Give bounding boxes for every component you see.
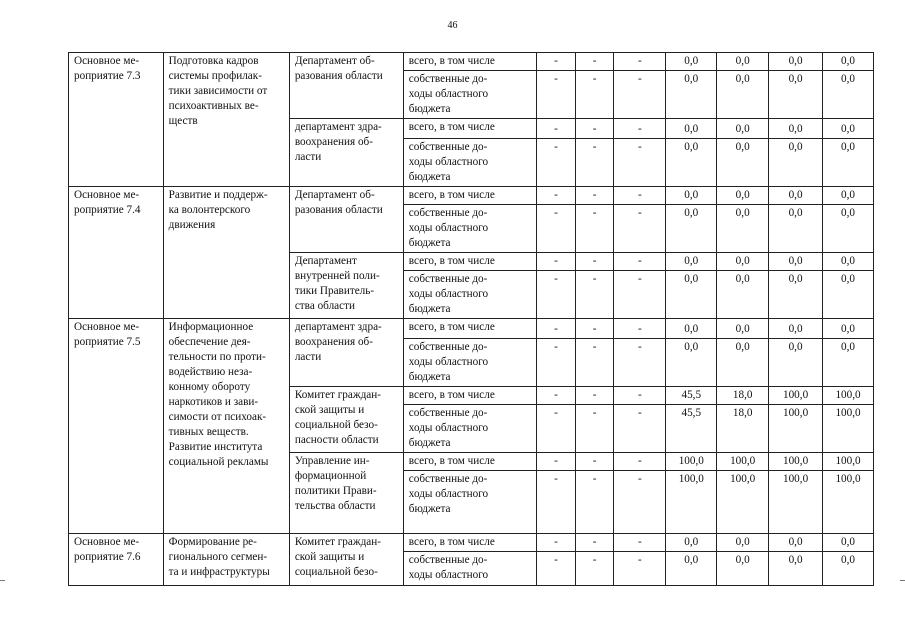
amount-cell: 100,0 — [769, 453, 823, 471]
amount-cell: 0,0 — [666, 552, 717, 586]
amount-cell: 0,0 — [717, 53, 769, 71]
table-row — [69, 187, 874, 205]
amount-cell: 0,0 — [769, 534, 823, 552]
amount-cell: 0,0 — [666, 339, 717, 387]
budget-table-body — [69, 53, 874, 586]
dash-cell: - — [537, 319, 576, 339]
dash-cell: - — [537, 552, 576, 586]
funding-source-cell: всего, в том числе — [403, 187, 536, 205]
dash-cell: - — [614, 405, 666, 453]
amount-cell: 0,0 — [823, 319, 874, 339]
dash-cell: - — [575, 253, 614, 271]
table-row — [69, 319, 874, 339]
amount-cell: 100,0 — [717, 471, 769, 534]
dash-cell: - — [537, 405, 576, 453]
amount-cell: 0,0 — [717, 534, 769, 552]
amount-cell: 0,0 — [769, 319, 823, 339]
left-edge-mark — [0, 580, 5, 581]
amount-cell: 100,0 — [823, 453, 874, 471]
dash-cell: - — [614, 339, 666, 387]
amount-cell: 0,0 — [717, 119, 769, 139]
amount-cell: 0,0 — [769, 139, 823, 187]
budget-table — [68, 52, 874, 586]
amount-cell: 0,0 — [769, 119, 823, 139]
amount-cell: 100,0 — [823, 387, 874, 405]
dash-cell: - — [614, 387, 666, 405]
measure-description-cell: Развитие и поддерж- ка волонтерского движения — [163, 187, 289, 319]
dash-cell: - — [537, 534, 576, 552]
amount-cell: 0,0 — [717, 319, 769, 339]
dash-cell: - — [614, 187, 666, 205]
dash-cell: - — [614, 139, 666, 187]
dash-cell: - — [575, 453, 614, 471]
funding-source-cell: всего, в том числе — [403, 119, 536, 139]
amount-cell: 0,0 — [666, 187, 717, 205]
funding-source-cell: собственные до- ходы областного — [403, 552, 536, 586]
amount-cell: 0,0 — [823, 71, 874, 119]
amount-cell: 0,0 — [769, 187, 823, 205]
funding-source-cell: собственные до- ходы областного бюджета — [403, 405, 536, 453]
amount-cell: 0,0 — [823, 119, 874, 139]
dash-cell: - — [614, 471, 666, 534]
measure-name-cell: Основное ме- роприятие 7.6 — [69, 534, 164, 586]
amount-cell: 0,0 — [769, 253, 823, 271]
dash-cell: - — [614, 71, 666, 119]
amount-cell: 0,0 — [666, 139, 717, 187]
amount-cell: 0,0 — [823, 205, 874, 253]
amount-cell: 45,5 — [666, 405, 717, 453]
dash-cell: - — [575, 534, 614, 552]
dash-cell: - — [575, 53, 614, 71]
dash-cell: - — [537, 187, 576, 205]
amount-cell: 0,0 — [769, 339, 823, 387]
amount-cell: 0,0 — [666, 253, 717, 271]
amount-cell: 0,0 — [666, 319, 717, 339]
dash-cell: - — [575, 71, 614, 119]
dash-cell: - — [575, 187, 614, 205]
dash-cell: - — [537, 139, 576, 187]
dash-cell: - — [614, 53, 666, 71]
executor-cell: Комитет граждан- ской защиты и социальной безо- — [289, 534, 403, 586]
amount-cell: 100,0 — [769, 405, 823, 453]
measure-name-cell: Основное ме- роприятие 7.3 — [69, 53, 164, 187]
amount-cell: 0,0 — [823, 339, 874, 387]
dash-cell: - — [575, 471, 614, 534]
dash-cell: - — [614, 253, 666, 271]
executor-cell: Департамент внутренней поли- тики Правитель- ства области — [289, 253, 403, 319]
dash-cell: - — [537, 205, 576, 253]
amount-cell: 0,0 — [823, 187, 874, 205]
dash-cell: - — [575, 205, 614, 253]
amount-cell: 0,0 — [717, 71, 769, 119]
funding-source-cell: всего, в том числе — [403, 453, 536, 471]
dash-cell: - — [537, 53, 576, 71]
amount-cell: 0,0 — [823, 271, 874, 319]
measure-description-cell: Информационное обеспечение дея- тельности по проти- водействию неза- конному обороту наркотиков и зави- симости от психоак- тивных веществ. Развитие института социальной рекламы — [163, 319, 289, 534]
dash-cell: - — [575, 319, 614, 339]
amount-cell: 0,0 — [717, 552, 769, 586]
amount-cell: 0,0 — [823, 139, 874, 187]
amount-cell: 100,0 — [823, 471, 874, 534]
dash-cell: - — [537, 71, 576, 119]
page-number: 46 — [447, 20, 458, 31]
amount-cell: 0,0 — [666, 271, 717, 319]
funding-source-cell: собственные до- ходы областного бюджета — [403, 71, 536, 119]
amount-cell: 0,0 — [823, 552, 874, 586]
amount-cell: 0,0 — [666, 71, 717, 119]
amount-cell: 100,0 — [666, 471, 717, 534]
executor-cell: департамент здра- воохранения об- ласти — [289, 119, 403, 187]
funding-source-cell: всего, в том числе — [403, 53, 536, 71]
amount-cell: 100,0 — [666, 453, 717, 471]
dash-cell: - — [537, 271, 576, 319]
amount-cell: 0,0 — [769, 552, 823, 586]
amount-cell: 0,0 — [769, 53, 823, 71]
dash-cell: - — [575, 552, 614, 586]
measure-description-cell: Формирование ре- гионального сегмен- та и инфраструктуры — [163, 534, 289, 586]
funding-source-cell: собственные до- ходы областного бюджета — [403, 471, 536, 534]
measure-name-cell: Основное ме- роприятие 7.4 — [69, 187, 164, 319]
dash-cell: - — [575, 119, 614, 139]
dash-cell: - — [537, 253, 576, 271]
table-row — [69, 53, 874, 71]
dash-cell: - — [575, 271, 614, 319]
amount-cell: 0,0 — [717, 205, 769, 253]
amount-cell: 18,0 — [717, 405, 769, 453]
amount-cell: 0,0 — [717, 187, 769, 205]
executor-cell: департамент здра- воохранения об- ласти — [289, 319, 403, 387]
executor-cell: Управление ин- формационной политики Прави- тельства области — [289, 453, 403, 534]
amount-cell: 0,0 — [717, 339, 769, 387]
dash-cell: - — [575, 339, 614, 387]
funding-source-cell: всего, в том числе — [403, 319, 536, 339]
amount-cell: 100,0 — [769, 387, 823, 405]
amount-cell: 0,0 — [823, 253, 874, 271]
measure-description-cell: Подготовка кадров системы профилак- тики зависимости от психоактивных ве- ществ — [163, 53, 289, 187]
dash-cell: - — [614, 119, 666, 139]
amount-cell: 0,0 — [769, 271, 823, 319]
dash-cell: - — [537, 387, 576, 405]
dash-cell: - — [537, 471, 576, 534]
amount-cell: 0,0 — [717, 253, 769, 271]
funding-source-cell: всего, в том числе — [403, 534, 536, 552]
amount-cell: 0,0 — [717, 271, 769, 319]
amount-cell: 100,0 — [823, 405, 874, 453]
amount-cell: 0,0 — [769, 205, 823, 253]
dash-cell: - — [537, 119, 576, 139]
amount-cell: 0,0 — [666, 534, 717, 552]
dash-cell: - — [614, 552, 666, 586]
dash-cell: - — [575, 405, 614, 453]
funding-source-cell: собственные до- ходы областного бюджета — [403, 205, 536, 253]
funding-source-cell: всего, в том числе — [403, 253, 536, 271]
dash-cell: - — [614, 534, 666, 552]
dash-cell: - — [537, 453, 576, 471]
dash-cell: - — [575, 387, 614, 405]
dash-cell: - — [575, 139, 614, 187]
amount-cell: 100,0 — [717, 453, 769, 471]
dash-cell: - — [614, 205, 666, 253]
funding-source-cell: собственные до- ходы областного бюджета — [403, 339, 536, 387]
amount-cell: 0,0 — [769, 71, 823, 119]
table-row — [69, 534, 874, 552]
executor-cell: Департамент об- разования области — [289, 53, 403, 119]
dash-cell: - — [614, 271, 666, 319]
dash-cell: - — [614, 319, 666, 339]
funding-source-cell: всего, в том числе — [403, 387, 536, 405]
funding-source-cell: собственные до- ходы областного бюджета — [403, 139, 536, 187]
amount-cell: 100,0 — [769, 471, 823, 534]
amount-cell: 0,0 — [666, 205, 717, 253]
amount-cell: 0,0 — [666, 119, 717, 139]
amount-cell: 0,0 — [823, 534, 874, 552]
executor-cell: Департамент об- разования области — [289, 187, 403, 253]
dash-cell: - — [614, 453, 666, 471]
executor-cell: Комитет граждан- ской защиты и социальной безо- пасности области — [289, 387, 403, 453]
right-edge-mark — [900, 580, 905, 581]
dash-cell: - — [537, 339, 576, 387]
amount-cell: 45,5 — [666, 387, 717, 405]
amount-cell: 18,0 — [717, 387, 769, 405]
funding-source-cell: собственные до- ходы областного бюджета — [403, 271, 536, 319]
amount-cell: 0,0 — [717, 139, 769, 187]
measure-name-cell: Основное ме- роприятие 7.5 — [69, 319, 164, 534]
amount-cell: 0,0 — [666, 53, 717, 71]
amount-cell: 0,0 — [823, 53, 874, 71]
